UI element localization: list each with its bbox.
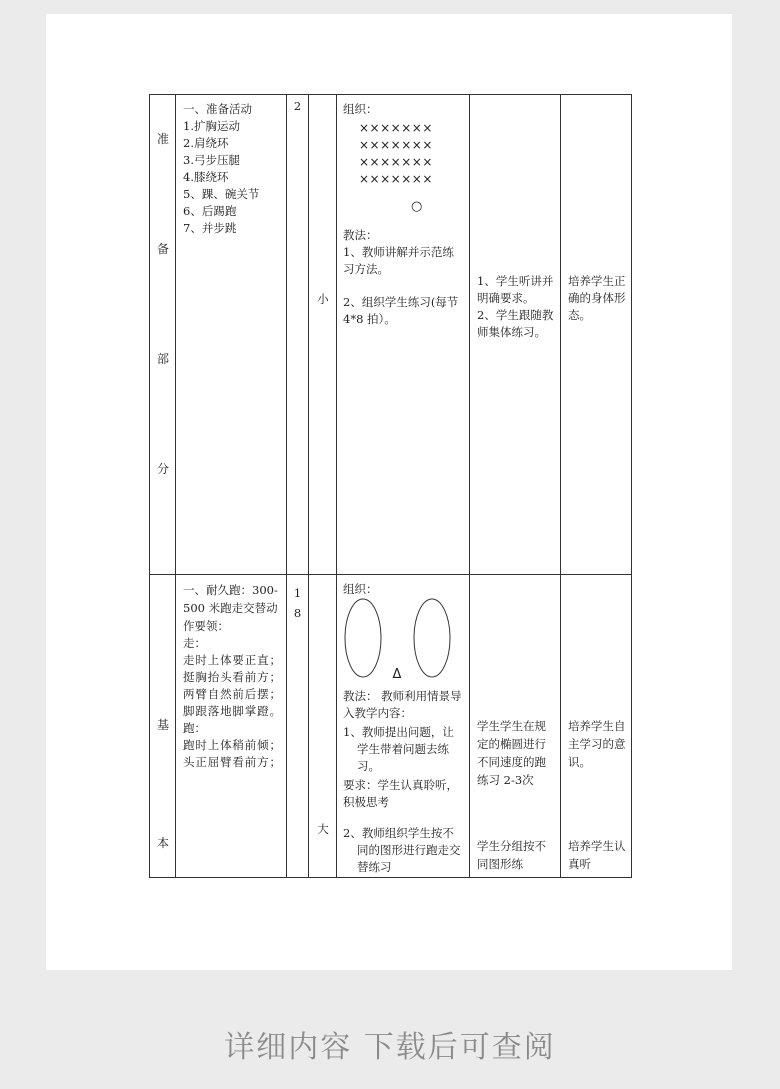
student-step: 学生分组按不同图形练	[477, 839, 546, 871]
formation-diagram	[343, 120, 465, 215]
download-caption: 详细内容 下载后可查阅	[224, 1030, 556, 1065]
section-char: 本	[156, 836, 169, 850]
org-label: 组织：	[343, 582, 378, 596]
section-char: 分	[156, 462, 169, 476]
section-char: 部	[156, 352, 169, 366]
content-title: 一、耐久跑：300-500 米跑走交替动作要领：	[183, 583, 278, 633]
goal-text: 培养学生正确的身体形态。	[568, 274, 626, 322]
prep-content	[176, 95, 287, 575]
method-label: 教法：	[343, 228, 378, 242]
student-step: 学生学生在规定的椭圆进行不同速度的跑练习 2-3次	[477, 719, 546, 787]
content-line: 走：	[183, 636, 206, 650]
content-line: 5、踝、碗关节	[183, 187, 260, 201]
content-line: 4.膝绕环	[183, 170, 229, 184]
basic-organization	[337, 575, 470, 878]
teacher-triangle-icon: Δ	[392, 667, 402, 682]
content-line: 头正屈臂看前方；	[183, 755, 281, 769]
goal-text: 培养学生自主学习的意识。	[568, 719, 626, 769]
prep-student-activity	[470, 95, 561, 575]
prep-goal	[561, 95, 632, 575]
student-step: 1、学生听讲并明确要求。	[477, 274, 554, 305]
prep-size: 小	[317, 292, 329, 306]
section-char: 备	[156, 242, 169, 256]
method-step: 1、教师讲解并示范练习方法。	[343, 245, 454, 276]
requirement-text: 要求：学生认真聆听，积极思考	[343, 778, 458, 809]
prep-section-label	[150, 95, 176, 575]
prep-count: 2	[287, 95, 309, 575]
basic-student-activity	[470, 575, 561, 878]
content-line: 脚跟落地脚掌蹬。	[183, 704, 281, 718]
content-line: 跑：	[183, 721, 206, 735]
section-char: 基	[156, 718, 169, 732]
content-line: 一、准备活动	[183, 102, 252, 116]
oval-track-right	[414, 599, 450, 677]
content-line: 1.扩胸运动	[183, 119, 240, 133]
formation-row: ×××××××	[359, 121, 433, 135]
formation-row: ×××××××	[359, 138, 433, 152]
method-step: 2、教师组织学生按不同的图形进行跑走交替练习	[343, 826, 461, 874]
content-line: 3.弓步压腿	[183, 153, 240, 167]
basic-size: 大	[317, 822, 329, 836]
count-digit: 1	[293, 586, 302, 600]
basic-row	[150, 575, 632, 878]
document-page	[46, 14, 732, 970]
content-line: 2.肩绕环	[183, 136, 229, 150]
basic-size-cell	[309, 575, 337, 878]
content-line: 跑时上体稍前倾；	[183, 738, 281, 752]
prep-row	[150, 95, 632, 575]
teacher-position-icon: ○	[411, 199, 423, 214]
prep-size-cell	[309, 95, 337, 575]
content-line: 7、并步跳	[183, 221, 237, 235]
content-line: 两臂自然前后摆；	[183, 687, 281, 701]
section-char: 准	[156, 132, 169, 146]
prep-organization	[337, 95, 470, 575]
formation-row: ×××××××	[359, 155, 433, 169]
basic-section-label	[150, 575, 176, 878]
student-step: 2、学生跟随教师集体练习。	[477, 308, 554, 339]
content-line: 走时上体要正直；	[183, 653, 281, 667]
method-intro: 教法： 教师利用情景导入教学内容：	[343, 689, 462, 720]
method-step: 1、教师提出问题，让学生带着问题去练习。	[343, 725, 454, 773]
org-label: 组织：	[343, 102, 378, 116]
oval-track-left	[345, 599, 381, 677]
oval-track-diagram	[343, 598, 465, 684]
count-digit: 8	[293, 606, 302, 620]
basic-count	[287, 575, 309, 878]
lesson-plan-table	[149, 94, 632, 878]
content-line: 挺胸抬头看前方；	[183, 670, 281, 684]
basic-goal	[561, 575, 632, 878]
basic-content	[176, 575, 287, 878]
formation-row: ×××××××	[359, 172, 433, 186]
method-step: 2、组织学生练习(每节 4*8 拍）。	[343, 295, 459, 326]
content-line: 6、后踢跑	[183, 204, 237, 218]
goal-text: 培养学生认真听	[568, 839, 626, 871]
